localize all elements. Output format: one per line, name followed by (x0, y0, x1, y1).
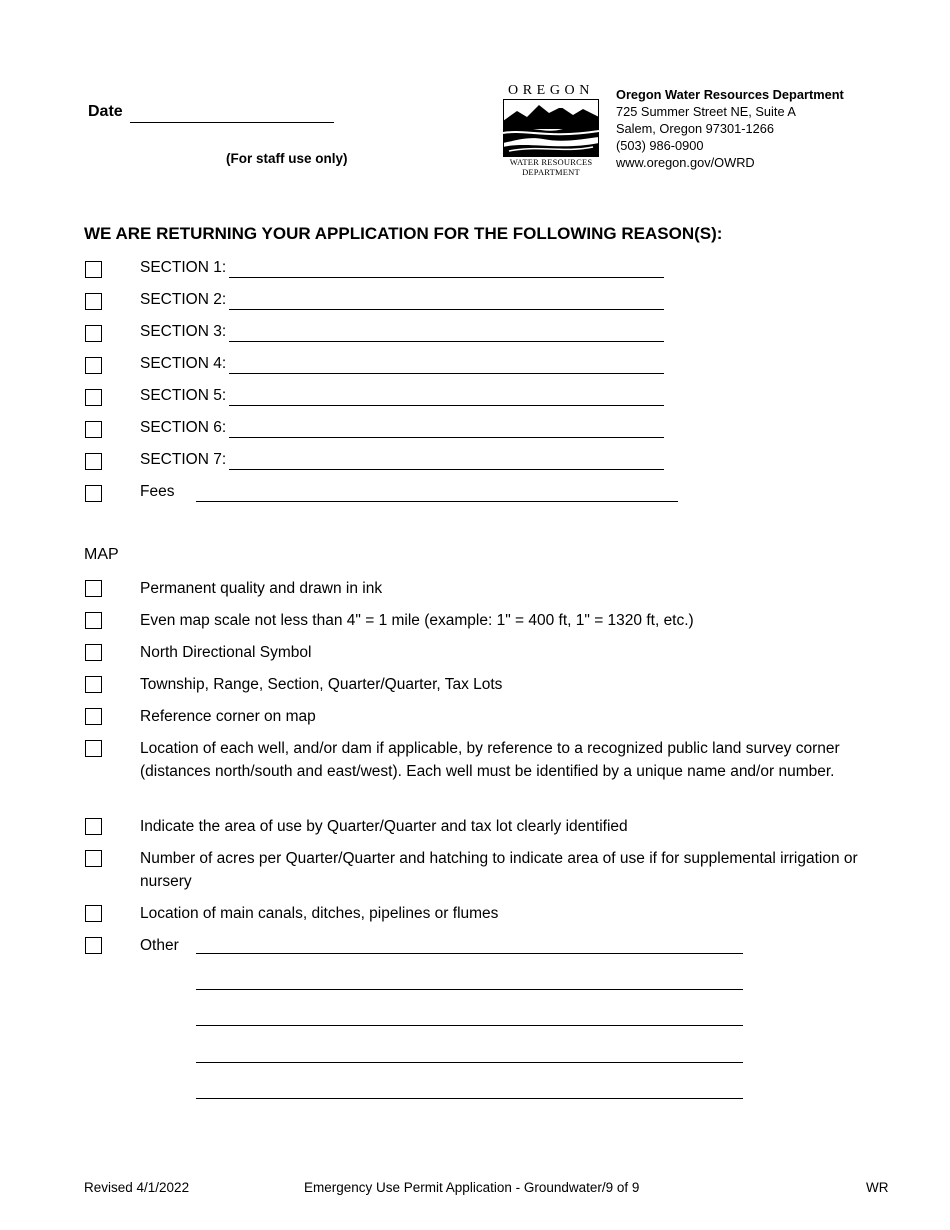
map-checkbox[interactable] (85, 708, 102, 725)
section-label: SECTION 7: (140, 451, 227, 468)
map-item-label: North Directional Symbol (140, 644, 312, 661)
section-reason-line[interactable] (229, 437, 664, 438)
agency-address (616, 86, 844, 171)
map-checkbox[interactable] (85, 850, 102, 867)
map-item-label: Indicate the area of use by Quarter/Quarter and tax lot clearly identified (140, 818, 628, 835)
logo-caption-2: DEPARTMENT (522, 167, 580, 177)
section-checkbox[interactable] (85, 389, 102, 406)
owrd-logo (503, 84, 599, 177)
section-checkbox[interactable] (85, 293, 102, 310)
other-line[interactable] (196, 953, 743, 954)
map-checkbox[interactable] (85, 612, 102, 629)
fees-label: Fees (140, 483, 175, 500)
section-label: SECTION 4: (140, 355, 227, 372)
map-checkbox[interactable] (85, 644, 102, 661)
section-checkbox[interactable] (85, 261, 102, 278)
agency-website: www.oregon.gov/OWRD (616, 155, 755, 170)
map-item-label: Location of each well, and/or dam if applicable, by reference to a recognized public land survey corner (distances north/south and east/west). Each well must be identified by a unique name and/or number. (140, 740, 840, 780)
other-line[interactable] (196, 1062, 743, 1063)
section-label: SECTION 6: (140, 419, 227, 436)
section-checkbox[interactable] (85, 453, 102, 470)
return-reasons-heading: WE ARE RETURNING YOUR APPLICATION FOR THE FOLLOWING REASON(S): (84, 224, 723, 243)
other-line[interactable] (196, 1025, 743, 1026)
section-label: SECTION 2: (140, 291, 227, 308)
fees-reason-line[interactable] (196, 501, 678, 502)
map-checkbox[interactable] (85, 580, 102, 597)
date-field[interactable] (130, 122, 334, 123)
section-reason-line[interactable] (229, 469, 664, 470)
other-checkbox[interactable] (85, 937, 102, 954)
fees-checkbox[interactable] (85, 485, 102, 502)
footer-title: Emergency Use Permit Application - Groundwater/9 of 9 (304, 1180, 640, 1195)
section-label: SECTION 1: (140, 259, 227, 276)
map-checkbox[interactable] (85, 740, 102, 757)
section-reason-line[interactable] (229, 373, 664, 374)
map-item-label: Location of main canals, ditches, pipelines or flumes (140, 905, 499, 922)
map-item-label: Reference corner on map (140, 708, 316, 725)
landscape-icon (503, 99, 599, 157)
agency-phone: (503) 986-0900 (616, 138, 704, 153)
date-label: Date (88, 103, 123, 120)
section-label: SECTION 3: (140, 323, 227, 340)
agency-name: Oregon Water Resources Department (616, 87, 844, 102)
map-checkbox[interactable] (85, 676, 102, 693)
agency-city: Salem, Oregon 97301-1266 (616, 121, 774, 136)
section-reason-line[interactable] (229, 405, 664, 406)
section-reason-line[interactable] (229, 309, 664, 310)
map-checkbox[interactable] (85, 818, 102, 835)
other-line[interactable] (196, 989, 743, 990)
agency-street: 725 Summer Street NE, Suite A (616, 104, 796, 119)
footer-revised: Revised 4/1/2022 (84, 1180, 190, 1195)
map-item-label: Township, Range, Section, Quarter/Quarter, Tax Lots (140, 676, 503, 693)
logo-caption-1: WATER RESOURCES (509, 157, 593, 167)
staff-use-note: (For staff use only) (226, 151, 348, 166)
map-heading: MAP (84, 546, 119, 563)
footer-code: WR (866, 1180, 889, 1195)
section-checkbox[interactable] (85, 421, 102, 438)
section-label: SECTION 5: (140, 387, 227, 404)
map-item-label: Even map scale not less than 4" = 1 mile (example: 1" = 400 ft, 1" = 1320 ft, etc.) (140, 612, 694, 629)
map-checkbox[interactable] (85, 905, 102, 922)
map-item-label: Permanent quality and drawn in ink (140, 580, 383, 597)
section-reason-line[interactable] (229, 277, 664, 278)
section-checkbox[interactable] (85, 357, 102, 374)
other-line[interactable] (196, 1098, 743, 1099)
section-reason-line[interactable] (229, 341, 664, 342)
section-checkbox[interactable] (85, 325, 102, 342)
logo-oregon-text: OREGON (508, 83, 594, 98)
map-item-label: Number of acres per Quarter/Quarter and hatching to indicate area of use if for supplemental irrigation or nursery (140, 850, 858, 890)
other-label: Other (140, 937, 179, 954)
